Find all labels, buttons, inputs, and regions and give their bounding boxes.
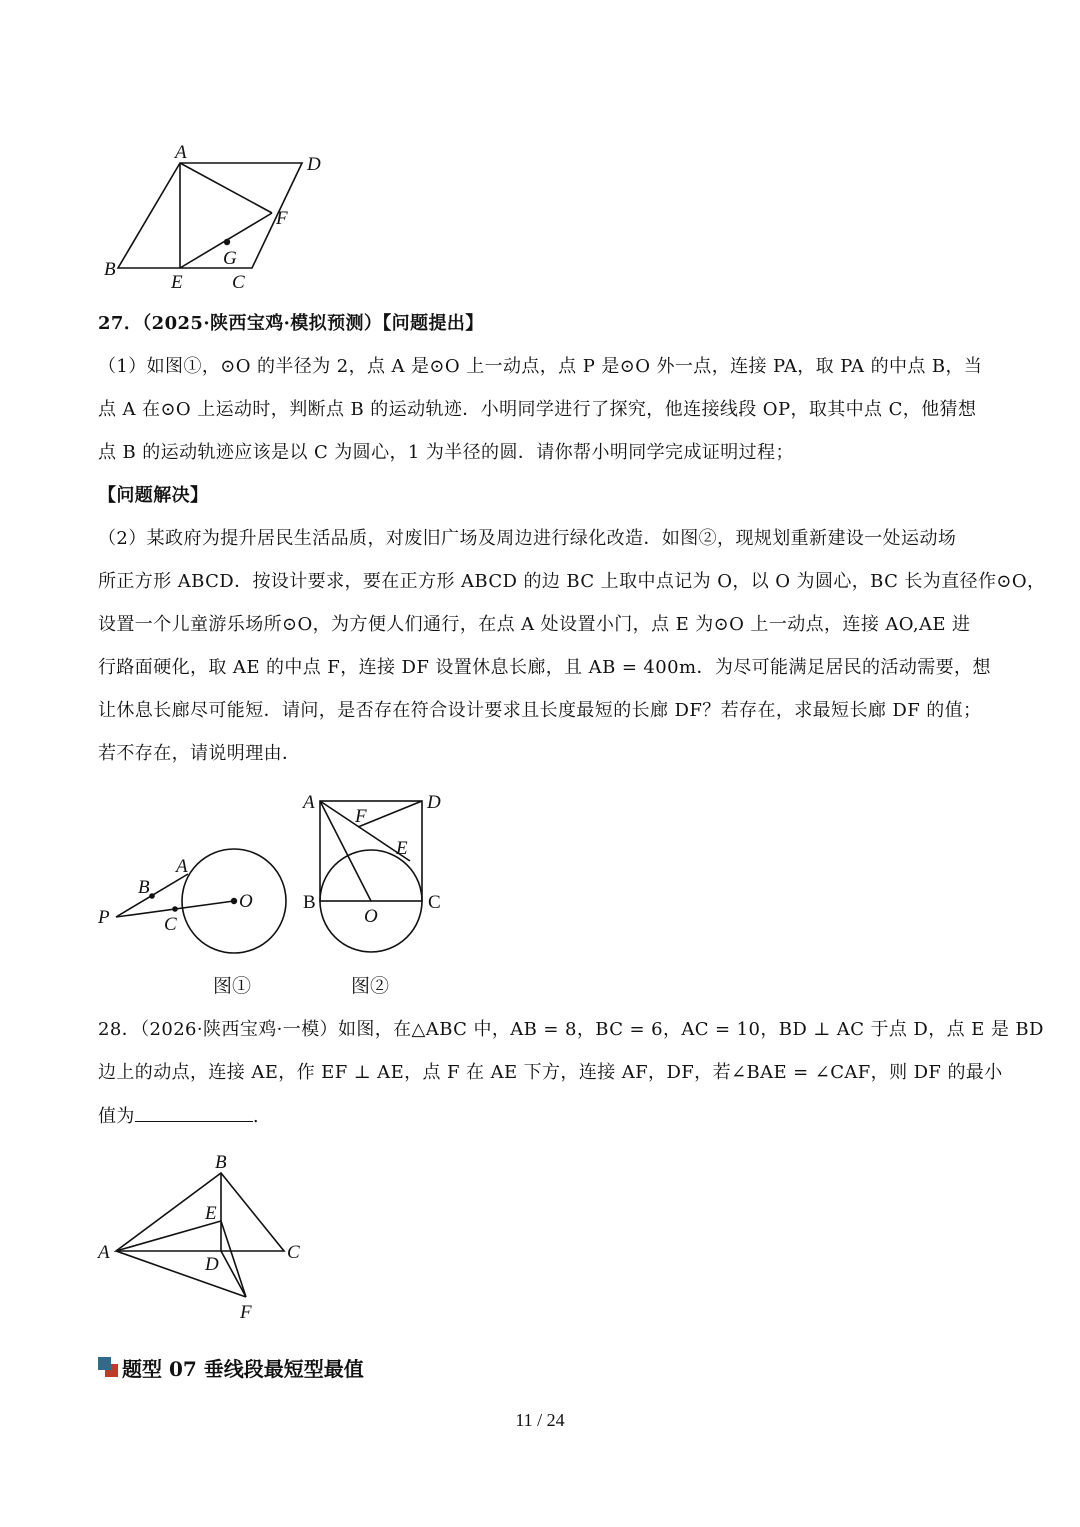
figure-2-caption: 图②	[351, 975, 390, 997]
section-title	[98, 1353, 364, 1382]
problem-27-line-4: 【问题解决】	[98, 485, 209, 506]
fig2-label-C: C	[428, 892, 441, 913]
label-A: A	[175, 142, 187, 163]
problem-27-line-7: 设置一个儿童游乐场所⊙O，为方便人们通行，在点 A 处设置小门，点 E 为⊙O 上一动点，连接 AO,AE 进	[98, 614, 971, 635]
problem-27-line-2: 点 A 在⊙O 上运动时，判断点 B 的运动轨迹．小明同学进行了探究，他连接线段 OP，取其中点 C，他猜想	[98, 399, 977, 420]
label-D: D	[307, 154, 321, 175]
fig2-label-O: O	[364, 906, 378, 927]
problem-27-line-10: 若不存在，请说明理由．	[98, 743, 301, 764]
fig1-label-C: C	[164, 914, 177, 935]
problem-27-line-1: （1）如图①，⊙O 的半径为 2，点 A 是⊙O 上一动点，点 P 是⊙O 外一点，连接 PA，取 PA 的中点 B，当	[98, 356, 983, 377]
fig28-label-F: F	[240, 1302, 252, 1323]
figure-1-caption: 图①	[213, 975, 252, 997]
fig2-label-B: B	[303, 892, 316, 913]
fig28-label-D: D	[205, 1254, 219, 1275]
answer-suffix: .	[252, 1106, 259, 1127]
label-G: G	[223, 248, 237, 269]
fig28-label-C: C	[287, 1242, 300, 1263]
label-F: F	[276, 208, 288, 229]
label-B: B	[104, 259, 116, 280]
fig2-label-D: D	[427, 792, 441, 813]
fig1-label-A: A	[176, 856, 188, 877]
problem-27-line-9: 让休息长廊尽可能短．请问，是否存在符合设计要求且长度最短的长廊 DF？若存在，求最短长廊 DF 的值；	[98, 700, 982, 721]
fig2-label-A: A	[303, 792, 315, 813]
label-E: E	[171, 272, 183, 293]
fig2-label-F: F	[355, 806, 367, 827]
problem-27-line-6: 所正方形 ABCD．按设计要求，要在正方形 ABCD 的边 BC 上取中点记为 O，以 O 为圆心，BC 长为直径作⊙O，	[98, 571, 1046, 592]
problem-27-header: 27．（2025·陕西宝鸡·模拟预测）【问题提出】	[98, 313, 484, 334]
problem-27-line-5: （2）某政府为提升居民生活品质，对废旧广场及周边进行绿化改造．如图②，现规划重新建设一处运动场	[98, 528, 957, 549]
section-square-icon	[98, 1357, 120, 1379]
page-number: 11 / 24	[515, 1410, 565, 1430]
problem-27-line-3: 点 B 的运动轨迹应该是以 C 为圆心，1 为半径的圆．请你帮小明同学完成证明过程；	[98, 442, 794, 463]
label-C: C	[232, 272, 245, 293]
fig28-label-A: A	[98, 1242, 110, 1263]
fig1-label-O: O	[239, 891, 253, 912]
fig1-label-P: P	[98, 907, 110, 928]
problem-28-line-2: 边上的动点，连接 AE，作 EF ⊥ AE，点 F 在 AE 下方，连接 AF，DF，若∠BAE = ∠CAF，则 DF 的最小	[98, 1062, 1003, 1083]
answer-prefix: 值为	[98, 1106, 135, 1127]
fig28-label-B: B	[215, 1152, 227, 1173]
fig1-label-B: B	[138, 877, 150, 898]
fig2-label-E: E	[396, 838, 408, 859]
problem-28-line-1: 28．（2026·陕西宝鸡·一模）如图，在△ABC 中，AB = 8，BC = 6，AC = 10，BD ⊥ AC 于点 D，点 E 是 BD	[98, 1019, 1044, 1040]
fig28-label-E: E	[205, 1203, 217, 1224]
problem-27-line-8: 行路面硬化，取 AE 的中点 F，连接 DF 设置休息长廊，且 AB = 400m．为尽可能满足居民的活动需要，想	[98, 657, 991, 678]
section-title-text: 题型 07 垂线段最短型最值	[122, 1357, 364, 1381]
